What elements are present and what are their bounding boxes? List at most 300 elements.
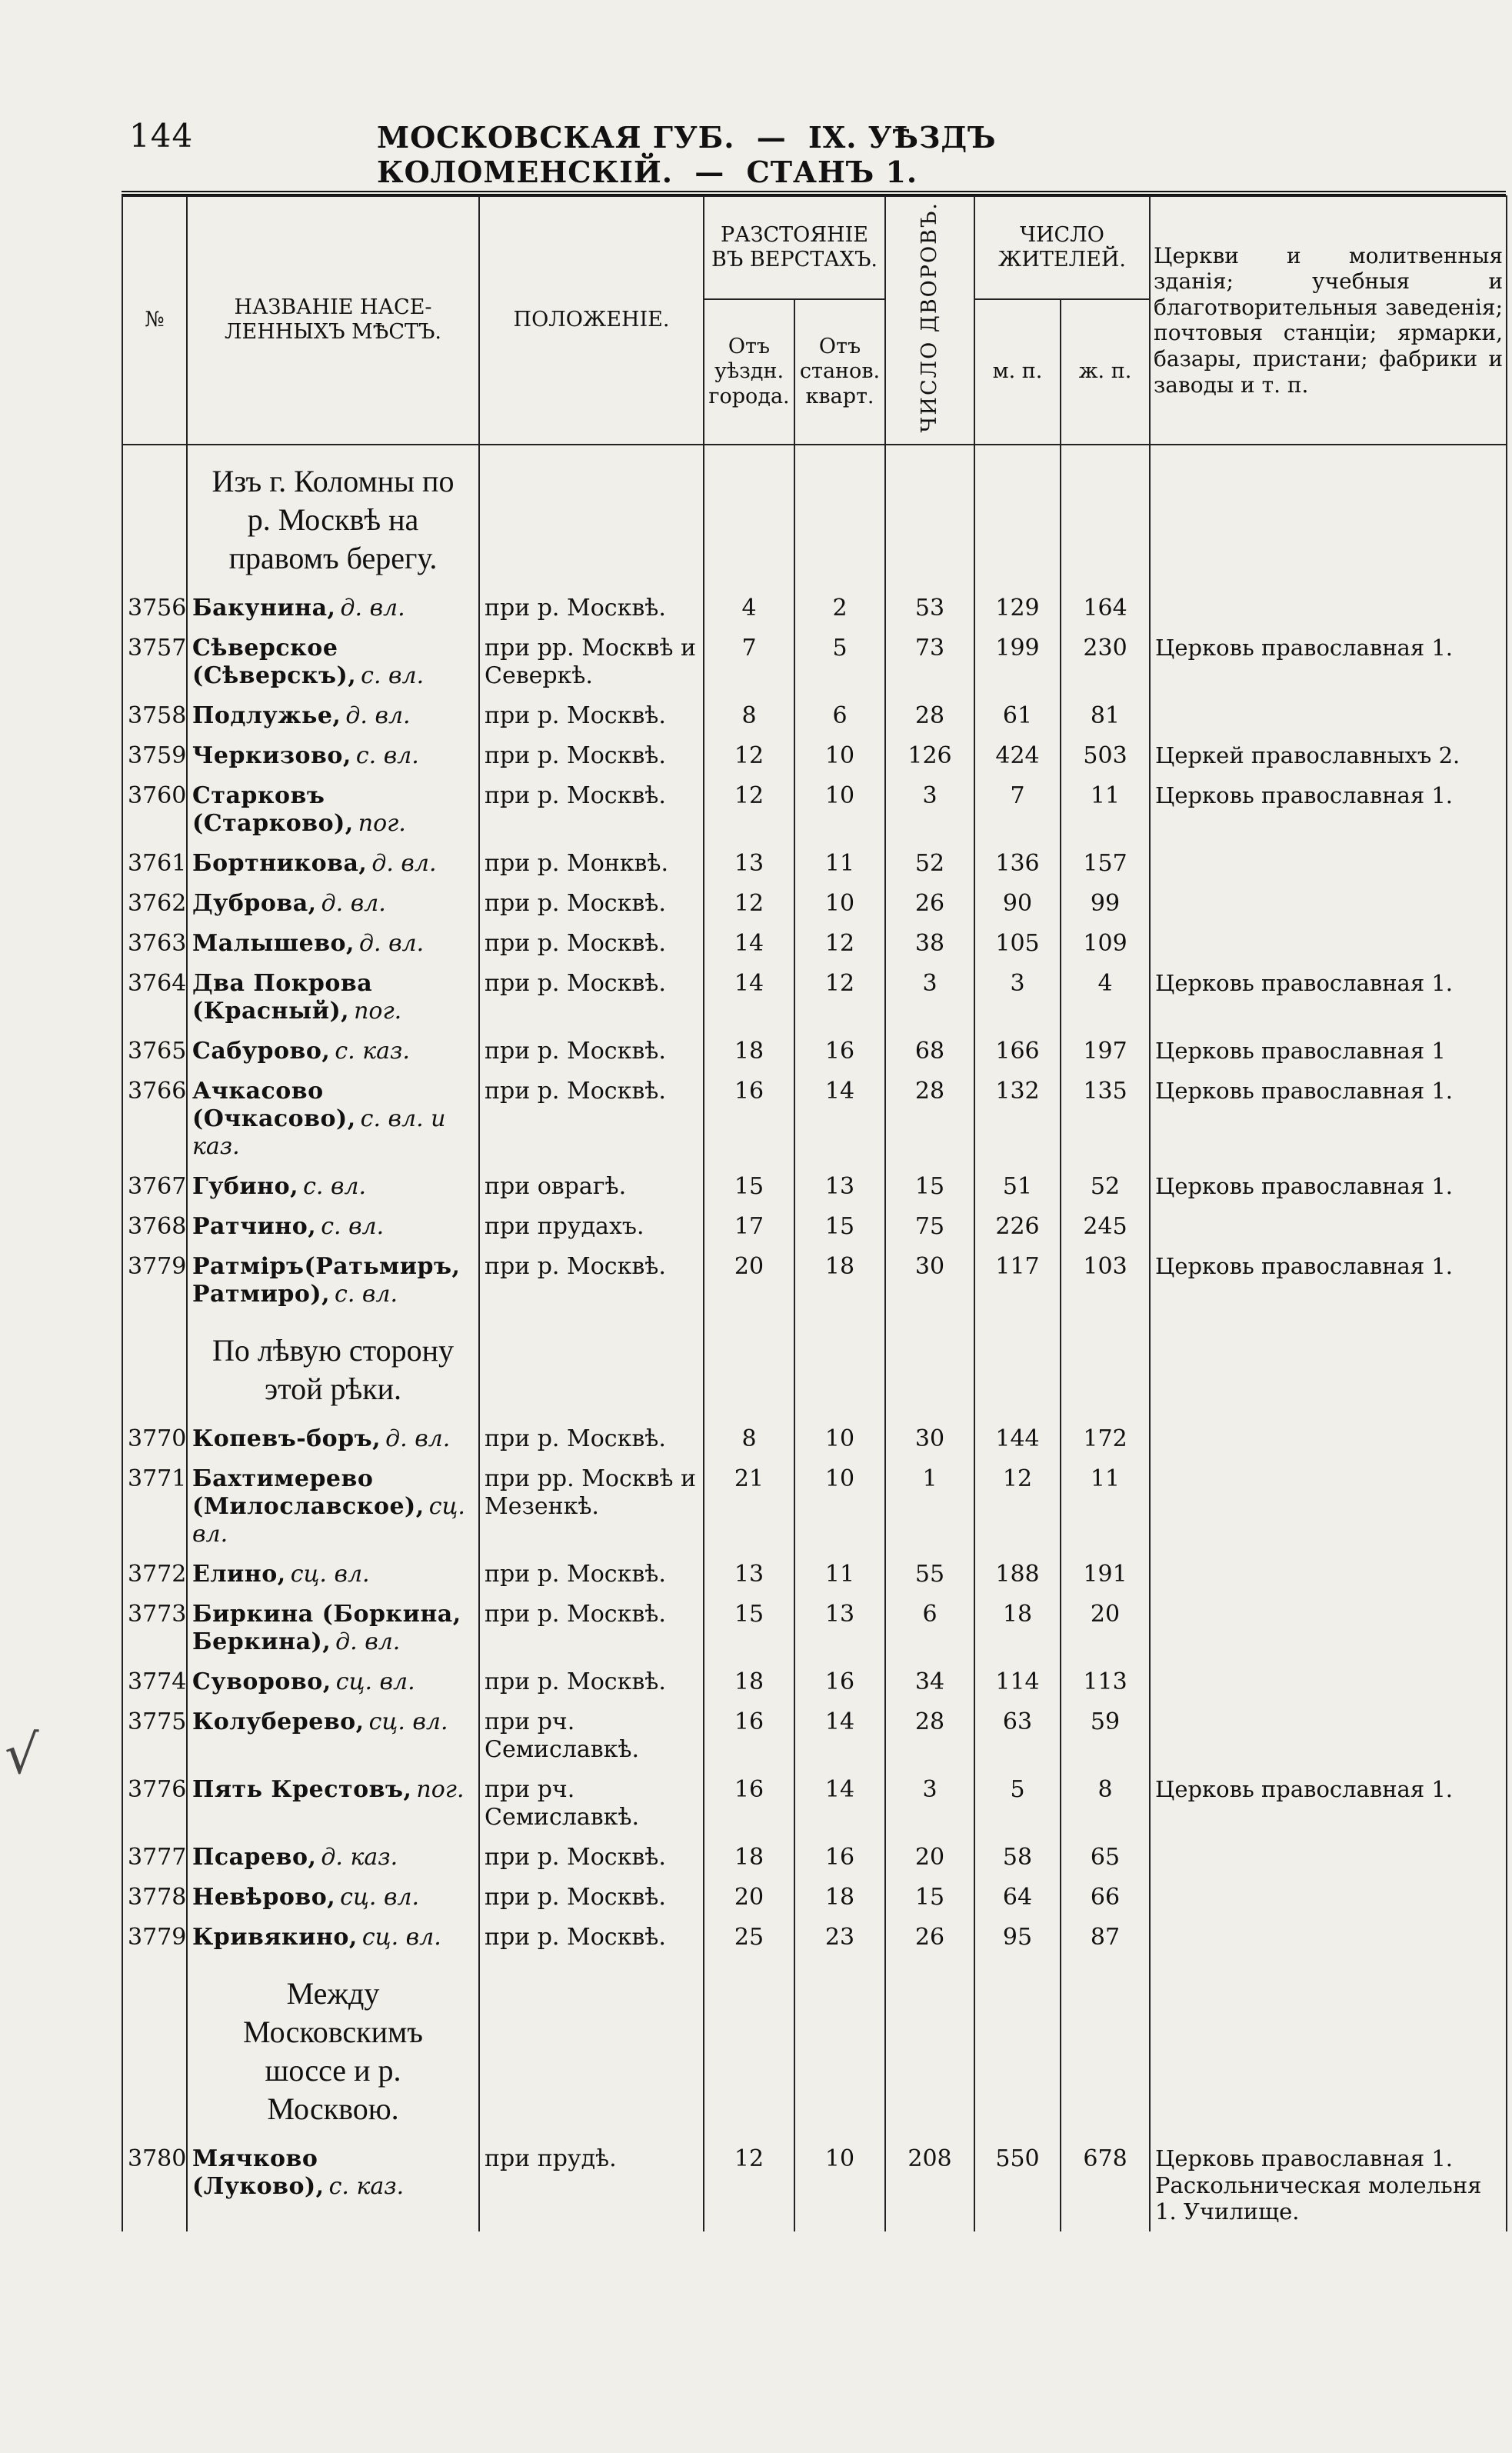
table-row (122, 776, 1507, 844)
header-name: НАЗВАНІЕ НАСЕ-ЛЕННЫХЪ МѢСТЪ. (187, 196, 479, 445)
settlement-kind: сц. вл. (290, 1560, 370, 1588)
distance-station-cell: 10 (794, 884, 885, 924)
header-from-town: Отъ уѣздн. города. (704, 299, 794, 445)
settlement-name-cell (187, 1419, 479, 1459)
notes-cell: Церковь православная 1 (1150, 1032, 1507, 1072)
position-cell: при р. Москвѣ. (479, 736, 704, 776)
settlement-name: Черкизово, (192, 742, 351, 769)
settlement-name-cell (187, 1247, 479, 1315)
notes-cell (1150, 1878, 1507, 1918)
settlement-name: Кривякино, (192, 1923, 358, 1951)
male-cell: 424 (974, 736, 1061, 776)
entry-number: 3774 (122, 1662, 187, 1702)
households-cell: 52 (885, 844, 974, 884)
position-cell: при оврагѣ. (479, 1167, 704, 1207)
entry-number: 3771 (122, 1459, 187, 1555)
settlement-kind: сц. вл. (340, 1883, 420, 1911)
households-cell: 28 (885, 1702, 974, 1770)
notes-cell (1150, 1918, 1507, 1958)
table-row (122, 1770, 1507, 1838)
notes-cell (1150, 884, 1507, 924)
settlement-name: Псарево, (192, 1843, 317, 1871)
male-cell: 226 (974, 1207, 1061, 1247)
households-cell: 20 (885, 1838, 974, 1878)
distance-town-cell: 14 (704, 964, 794, 1032)
distance-town-cell: 16 (704, 1072, 794, 1167)
settlement-kind: д. вл. (340, 594, 405, 622)
settlement-kind: д. вл. (321, 889, 386, 917)
table-row (122, 1459, 1507, 1555)
table-body (122, 445, 1507, 2231)
position-cell: при р. Москвѣ. (479, 1555, 704, 1595)
settlement-name-cell (187, 628, 479, 696)
female-cell: 245 (1061, 1207, 1150, 1247)
entry-number: 3762 (122, 884, 187, 924)
female-cell: 52 (1061, 1167, 1150, 1207)
section-title: Изъ г. Коломны по р. Москвѣ на правомъ берегу. (187, 445, 479, 588)
position-cell: при р. Москвѣ. (479, 696, 704, 736)
table-row (122, 1207, 1507, 1247)
households-cell: 208 (885, 2139, 974, 2231)
settlement-name-cell (187, 1167, 479, 1207)
page-header (115, 109, 1269, 189)
settlement-kind: с. вл. (335, 1280, 398, 1308)
male-cell: 166 (974, 1032, 1061, 1072)
distance-town-cell: 18 (704, 1838, 794, 1878)
distance-station-cell: 16 (794, 1032, 885, 1072)
distance-town-cell: 20 (704, 1247, 794, 1315)
settlement-kind: с. вл. (321, 1212, 385, 1240)
entry-number: 3777 (122, 1838, 187, 1878)
table-row (122, 924, 1507, 964)
entry-number: 3767 (122, 1167, 187, 1207)
settlement-name-cell (187, 1207, 479, 1247)
female-cell: 113 (1061, 1662, 1150, 1702)
position-cell: при р. Москвѣ. (479, 884, 704, 924)
settlement-name: Мячково (Луково), (192, 2145, 325, 2200)
settlement-name: Бакунина, (192, 594, 336, 622)
settlement-kind: сц. вл. (335, 1668, 415, 1695)
settlement-name: Два Покрова (Красный), (192, 969, 373, 1025)
households-cell: 55 (885, 1555, 974, 1595)
distance-town-cell: 4 (704, 588, 794, 628)
section-row (122, 1958, 1507, 2139)
table-row (122, 1555, 1507, 1595)
distance-town-cell: 16 (704, 1770, 794, 1838)
female-cell: 191 (1061, 1555, 1150, 1595)
male-cell: 199 (974, 628, 1061, 696)
settlement-name: Невѣрово, (192, 1883, 336, 1911)
households-cell: 30 (885, 1419, 974, 1459)
settlement-name: Пять Крестовъ, (192, 1775, 412, 1803)
female-cell: 197 (1061, 1032, 1150, 1072)
header-notes: Церкви и молитвенныя зданія; учебныя и благотворительныя заведенія; почтовыя станціи; ярмарки, базары, пристани; фабрики и заводы и т. п. (1150, 196, 1507, 445)
settlement-kind: сц. вл. (368, 1708, 448, 1735)
stan-title: СТАНЪ 1. (746, 155, 918, 189)
distance-town-cell: 8 (704, 696, 794, 736)
distance-station-cell: 16 (794, 1838, 885, 1878)
distance-town-cell: 14 (704, 924, 794, 964)
position-cell: при рр. Москвѣ и Мезенкѣ. (479, 1459, 704, 1555)
female-cell: 164 (1061, 588, 1150, 628)
settlement-name: Елино, (192, 1560, 286, 1588)
settlement-name: Старковъ (Старково), (192, 782, 354, 837)
households-cell: 34 (885, 1662, 974, 1702)
households-cell: 53 (885, 588, 974, 628)
female-cell: 66 (1061, 1878, 1150, 1918)
notes-cell: Церковь православная 1. (1150, 628, 1507, 696)
settlement-name-cell (187, 884, 479, 924)
male-cell: 12 (974, 1459, 1061, 1555)
entry-number: 3763 (122, 924, 187, 964)
settlement-name-cell (187, 844, 479, 884)
settlement-kind: д. вл. (335, 1628, 401, 1655)
entry-number: 3772 (122, 1555, 187, 1595)
households-cell: 15 (885, 1167, 974, 1207)
female-cell: 109 (1061, 924, 1150, 964)
settlement-kind: д. каз. (321, 1843, 398, 1871)
settlement-name: Биркина (Боркина, Беркина), (192, 1600, 461, 1655)
settlement-name-cell (187, 1838, 479, 1878)
distance-station-cell: 16 (794, 1662, 885, 1702)
table-row (122, 1595, 1507, 1662)
female-cell: 230 (1061, 628, 1150, 696)
entry-number: 3756 (122, 588, 187, 628)
settlement-name-cell (187, 1459, 479, 1555)
settlement-kind: с. вл. (355, 742, 419, 769)
male-cell: 7 (974, 776, 1061, 844)
distance-town-cell: 18 (704, 1032, 794, 1072)
notes-cell (1150, 696, 1507, 736)
settlement-name-cell (187, 1072, 479, 1167)
settlement-name-cell (187, 2139, 479, 2231)
notes-cell (1150, 1662, 1507, 1702)
distance-town-cell: 12 (704, 884, 794, 924)
table-row (122, 1702, 1507, 1770)
female-cell: 65 (1061, 1838, 1150, 1878)
male-cell: 61 (974, 696, 1061, 736)
distance-station-cell: 10 (794, 1419, 885, 1459)
position-cell: при прудѣ. (479, 2139, 704, 2231)
distance-town-cell: 21 (704, 1459, 794, 1555)
notes-cell: Церковь православная 1. (1150, 776, 1507, 844)
households-cell: 68 (885, 1032, 974, 1072)
households-cell: 3 (885, 964, 974, 1032)
table-row (122, 964, 1507, 1032)
notes-cell (1150, 1595, 1507, 1662)
distance-town-cell: 18 (704, 1662, 794, 1702)
settlement-name-cell (187, 736, 479, 776)
settlement-name: Сабурово, (192, 1037, 331, 1065)
settlement-name: Губино, (192, 1172, 299, 1200)
notes-cell (1150, 1702, 1507, 1770)
households-cell: 30 (885, 1247, 974, 1315)
entry-number: 3779 (122, 1918, 187, 1958)
households-cell: 3 (885, 776, 974, 844)
male-cell: 114 (974, 1662, 1061, 1702)
settlement-kind: с. каз. (335, 1037, 410, 1065)
households-cell: 28 (885, 696, 974, 736)
table-header (122, 196, 1507, 445)
households-cell: 28 (885, 1072, 974, 1167)
settlement-name: Сѣверское (Сѣверскъ), (192, 634, 357, 689)
distance-town-cell: 15 (704, 1595, 794, 1662)
female-cell: 81 (1061, 696, 1150, 736)
male-cell: 18 (974, 1595, 1061, 1662)
settlement-name-cell (187, 1555, 479, 1595)
settlement-name-cell (187, 696, 479, 736)
position-cell: при р. Москвѣ. (479, 1595, 704, 1662)
settlement-name-cell (187, 1770, 479, 1838)
position-cell: при рч. Семиславкѣ. (479, 1770, 704, 1838)
distance-station-cell: 18 (794, 1878, 885, 1918)
settlement-kind: сц. вл. (192, 1492, 465, 1548)
settlement-kind: пог. (358, 809, 406, 837)
table-row (122, 884, 1507, 924)
male-cell: 550 (974, 2139, 1061, 2231)
settlement-kind: сц. вл. (361, 1923, 441, 1951)
entry-number: 3768 (122, 1207, 187, 1247)
settlement-kind: пог. (354, 997, 402, 1025)
position-cell: при р. Москвѣ. (479, 588, 704, 628)
header-households (885, 196, 974, 445)
position-cell: при р. Москвѣ. (479, 1247, 704, 1315)
female-cell: 172 (1061, 1419, 1150, 1459)
table-row (122, 1419, 1507, 1459)
settlement-name: Бахтимерево (Милославское), (192, 1465, 425, 1520)
entry-number: 3773 (122, 1595, 187, 1662)
distance-town-cell: 20 (704, 1878, 794, 1918)
position-cell: при р. Москвѣ. (479, 1032, 704, 1072)
distance-station-cell: 10 (794, 776, 885, 844)
distance-station-cell: 13 (794, 1595, 885, 1662)
position-cell: при р. Монквѣ. (479, 844, 704, 884)
entry-number: 3779 (122, 1247, 187, 1315)
female-cell: 20 (1061, 1595, 1150, 1662)
distance-town-cell: 7 (704, 628, 794, 696)
position-cell: при рр. Москвѣ и Северкѣ. (479, 628, 704, 696)
position-cell: при р. Москвѣ. (479, 1838, 704, 1878)
male-cell: 144 (974, 1419, 1061, 1459)
male-cell: 64 (974, 1878, 1061, 1918)
distance-town-cell: 15 (704, 1167, 794, 1207)
distance-town-cell: 17 (704, 1207, 794, 1247)
entry-number: 3778 (122, 1878, 187, 1918)
entry-number: 3780 (122, 2139, 187, 2231)
position-cell: при р. Москвѣ. (479, 1072, 704, 1167)
female-cell: 103 (1061, 1247, 1150, 1315)
distance-town-cell: 25 (704, 1918, 794, 1958)
table-row (122, 1878, 1507, 1918)
distance-station-cell: 12 (794, 964, 885, 1032)
settlement-kind: д. вл. (345, 702, 411, 729)
header-inhabitants: ЧИСЛО ЖИТЕЛЕЙ. (974, 196, 1150, 299)
female-cell: 8 (1061, 1770, 1150, 1838)
district-title: IX. УѢЗДЪ КОЛОМЕНСКІЙ. (377, 120, 997, 189)
distance-station-cell: 12 (794, 924, 885, 964)
table-row (122, 2139, 1507, 2231)
header-position: ПОЛОЖЕНІЕ. (479, 196, 704, 445)
notes-cell (1150, 844, 1507, 884)
section-title: По лѣвую сторону этой рѣки. (187, 1315, 479, 1419)
notes-cell: Церковь православная 1. (1150, 964, 1507, 1032)
settlement-name-cell (187, 924, 479, 964)
settlement-name: Подлужье, (192, 702, 341, 729)
table-row (122, 1838, 1507, 1878)
distance-station-cell: 15 (794, 1207, 885, 1247)
position-cell: при р. Москвѣ. (479, 1878, 704, 1918)
female-cell: 4 (1061, 964, 1150, 1032)
section-row (122, 1315, 1507, 1419)
header-number: № (122, 196, 187, 445)
notes-cell (1150, 1555, 1507, 1595)
households-cell: 75 (885, 1207, 974, 1247)
position-cell: при р. Москвѣ. (479, 1662, 704, 1702)
distance-town-cell: 12 (704, 736, 794, 776)
distance-station-cell: 10 (794, 736, 885, 776)
distance-station-cell: 14 (794, 1072, 885, 1167)
entry-number: 3770 (122, 1419, 187, 1459)
entry-number: 3764 (122, 964, 187, 1032)
notes-cell (1150, 1459, 1507, 1555)
table-row (122, 696, 1507, 736)
settlement-name: Колуберево, (192, 1708, 365, 1735)
households-cell: 15 (885, 1878, 974, 1918)
households-cell: 26 (885, 884, 974, 924)
settlement-kind: д. вл. (371, 849, 437, 877)
position-cell: при р. Москвѣ. (479, 964, 704, 1032)
male-cell: 136 (974, 844, 1061, 884)
distance-station-cell: 11 (794, 1555, 885, 1595)
male-cell: 3 (974, 964, 1061, 1032)
notes-cell: Церковь православная 1. Раскольническая молельня 1. Училище. (1150, 2139, 1507, 2231)
entry-number: 3759 (122, 736, 187, 776)
settlement-name-cell (187, 964, 479, 1032)
settlement-name: Ачкасово (Очкасово), (192, 1077, 356, 1132)
entry-number: 3761 (122, 844, 187, 884)
distance-station-cell: 14 (794, 1770, 885, 1838)
notes-cell (1150, 924, 1507, 964)
entry-number: 3766 (122, 1072, 187, 1167)
male-cell: 117 (974, 1247, 1061, 1315)
settlement-name-cell (187, 1595, 479, 1662)
settlement-name: Малышево, (192, 929, 355, 957)
settlement-kind: с. каз. (328, 2172, 405, 2200)
distance-station-cell: 14 (794, 1702, 885, 1770)
table-row (122, 736, 1507, 776)
notes-cell (1150, 1207, 1507, 1247)
header-from-station: Отъ станов. кварт. (794, 299, 885, 445)
province-title: МОСКОВСКАЯ ГУБ. (377, 120, 735, 155)
households-cell: 6 (885, 1595, 974, 1662)
distance-station-cell: 6 (794, 696, 885, 736)
notes-cell: Церковь православная 1. (1150, 1167, 1507, 1207)
table-row (122, 844, 1507, 884)
settlement-kind: с. вл. (303, 1172, 367, 1200)
settlement-name: Копевъ-боръ, (192, 1425, 381, 1452)
settlement-kind: д. вл. (385, 1425, 451, 1452)
settlement-kind: с. вл. и каз. (192, 1105, 446, 1160)
settlement-name-cell (187, 588, 479, 628)
distance-station-cell: 23 (794, 1918, 885, 1958)
table-row (122, 588, 1507, 628)
female-cell: 11 (1061, 1459, 1150, 1555)
households-cell: 26 (885, 1918, 974, 1958)
settlement-table (122, 195, 1507, 2231)
distance-station-cell: 2 (794, 588, 885, 628)
settlement-kind: пог. (416, 1775, 465, 1803)
settlement-name-cell (187, 1918, 479, 1958)
section-row (122, 445, 1507, 588)
male-cell: 63 (974, 1702, 1061, 1770)
female-cell: 157 (1061, 844, 1150, 884)
position-cell: при р. Москвѣ. (479, 776, 704, 844)
entry-number: 3757 (122, 628, 187, 696)
settlement-name: Ратміръ(Ратьмиръ, Ратмиро), (192, 1252, 461, 1308)
position-cell: при рч. Семиславкѣ. (479, 1702, 704, 1770)
distance-station-cell: 10 (794, 2139, 885, 2231)
header-distance: РАЗСТОЯНІЕ ВЪ ВЕРСТАХЪ. (704, 196, 885, 299)
margin-checkmark: √ (5, 1723, 39, 1786)
distance-station-cell: 18 (794, 1247, 885, 1315)
table-row (122, 1662, 1507, 1702)
notes-cell: Церкей православныхъ 2. (1150, 736, 1507, 776)
distance-town-cell: 12 (704, 776, 794, 844)
settlement-kind: с. вл. (361, 662, 425, 689)
entry-number: 3758 (122, 696, 187, 736)
header-male: м. п. (974, 299, 1061, 445)
section-title: Между Московскимъ шоссе и р. Москвою. (187, 1958, 479, 2139)
page-number: 144 (129, 117, 194, 155)
male-cell: 90 (974, 884, 1061, 924)
notes-cell (1150, 1419, 1507, 1459)
notes-cell: Церковь православная 1. (1150, 1247, 1507, 1315)
position-cell: при р. Москвѣ. (479, 924, 704, 964)
table-row (122, 1032, 1507, 1072)
male-cell: 132 (974, 1072, 1061, 1167)
female-cell: 59 (1061, 1702, 1150, 1770)
settlement-name-cell (187, 776, 479, 844)
entry-number: 3775 (122, 1702, 187, 1770)
settlement-name: Ратчино, (192, 1212, 317, 1240)
distance-town-cell: 13 (704, 1555, 794, 1595)
header-female: ж. п. (1061, 299, 1150, 445)
settlement-name: Дуброва, (192, 889, 317, 917)
distance-station-cell: 5 (794, 628, 885, 696)
households-cell: 3 (885, 1770, 974, 1838)
male-cell: 51 (974, 1167, 1061, 1207)
female-cell: 678 (1061, 2139, 1150, 2231)
entry-number: 3776 (122, 1770, 187, 1838)
settlement-name-cell (187, 1032, 479, 1072)
settlement-name-cell (187, 1662, 479, 1702)
female-cell: 135 (1061, 1072, 1150, 1167)
position-cell: при прудахъ. (479, 1207, 704, 1247)
notes-cell: Церковь православная 1. (1150, 1770, 1507, 1838)
settlement-name: Суворово, (192, 1668, 331, 1695)
female-cell: 87 (1061, 1918, 1150, 1958)
settlement-kind: д. вл. (359, 929, 425, 957)
table-row (122, 1918, 1507, 1958)
entry-number: 3765 (122, 1032, 187, 1072)
female-cell: 11 (1061, 776, 1150, 844)
running-title: МОСКОВСКАЯ ГУБ. — IX. УѢЗДЪ КОЛОМЕНСКІЙ. — СТАНЪ 1. (377, 120, 997, 189)
notes-cell (1150, 588, 1507, 628)
households-cell: 126 (885, 736, 974, 776)
position-cell: при р. Москвѣ. (479, 1419, 704, 1459)
table-row (122, 1072, 1507, 1167)
male-cell: 58 (974, 1838, 1061, 1878)
